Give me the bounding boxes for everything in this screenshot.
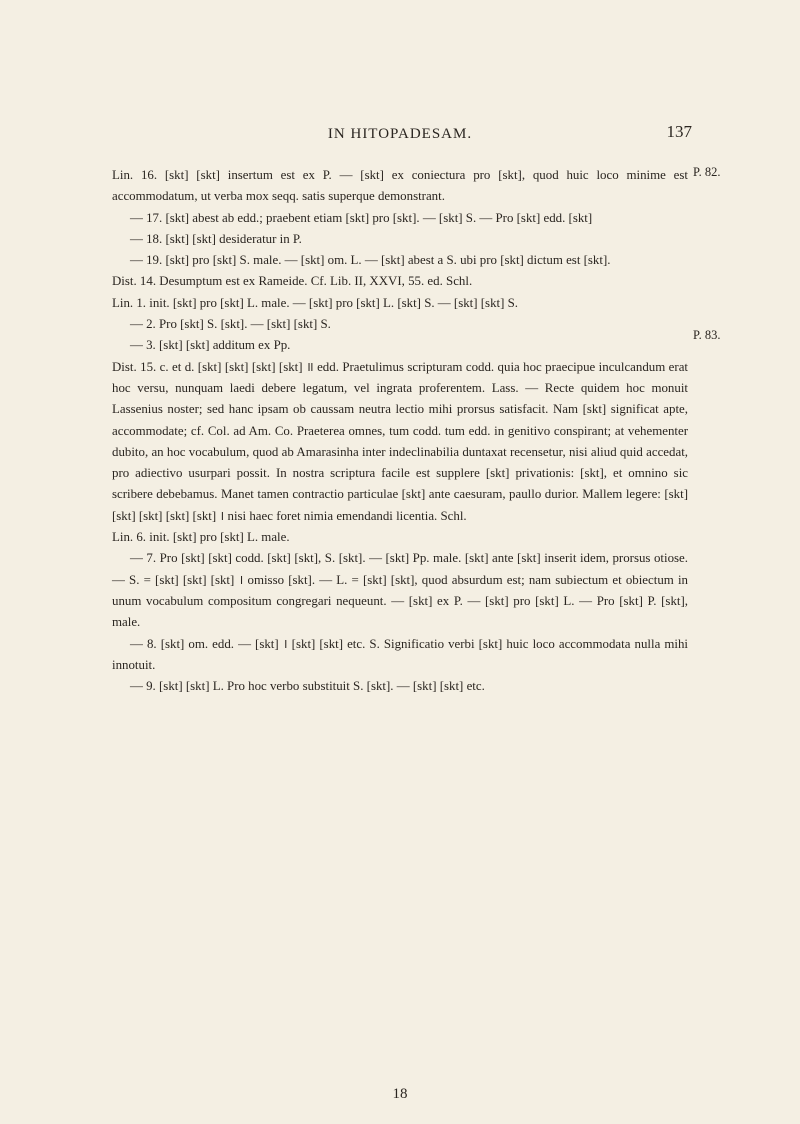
page-header: [120, 122, 692, 146]
signature-mark: 18: [392, 1086, 408, 1102]
paragraph: — 3. [skt] [skt] additum ex Pp.: [130, 338, 291, 353]
paragraph: — 9. [skt] [skt] L. Pro hoc verbo substituit S. [skt]. — [skt] [skt] etc.: [130, 679, 485, 694]
paragraph: — 19. [skt] pro [skt] S. male. — [skt] om. L. — [skt] abest a S. ubi pro [skt] dictum est [skt].: [130, 253, 611, 268]
paragraph: Lin. 1. init. [skt] pro [skt] L. male. — [skt] pro [skt] L. [skt] S. — [skt] [skt] S.: [112, 295, 519, 310]
paragraph: — 8. [skt] om. edd. — [skt] । [skt] [skt] etc. S. Significatio verbi [skt] huic loco accommodata nulla mihi innotuit.: [112, 636, 688, 672]
paragraph: Dist. 14. Desumptum est ex Rameide. Cf. Lib. II, XXVI, 55. ed. Schl.: [112, 274, 473, 289]
page-number: 137: [666, 122, 692, 141]
paragraph: Lin. 16. [skt] [skt] insertum est ex P. — [skt] ex coniectura pro [skt], quod huic loco minime est accommodatum, ut verba mox seqq. satis superque demonstrant.: [112, 168, 688, 204]
paragraph: — 18. [skt] [skt] desideratur in P.: [130, 231, 302, 246]
running-title: IN HITOPADESAM.: [327, 126, 473, 142]
paragraph: — 7. Pro [skt] [skt] codd. [skt] [skt], S. [skt]. — [skt] Pp. male. [skt] ante [skt] inserit idem, prorsus otiose. — S. = [skt] [skt] [skt] । omisso [skt]. — L. = [skt] [skt], quod absurdum est; nam subiectum et obiectum in unum vocabulum compositum congregari nequeunt. — [skt] ex P. — [skt] pro [skt] L. — Pro [skt] P. [skt], male.: [112, 551, 688, 630]
paragraph: — 17. [skt] abest ab edd.; praebent etiam [skt] pro [skt]. — [skt] S. — Pro [skt] edd. [skt]: [130, 210, 593, 225]
margin-ref: P. 82.: [693, 165, 721, 179]
commentary-body: [112, 165, 688, 697]
margin-ref: P. 83.: [693, 328, 721, 342]
paragraph: Dist. 15. c. et d. [skt] [skt] [skt] [skt] ॥ edd. Praetulimus scripturam codd. quia hoc praecipue inculcandum erat hoc versu, nunquam laedi debere legatum, vel ingrata proferentem. Lass. — Recte quidem hoc monuit Lassenius noster; sed hanc ipsam ob caussam neutra lectio mihi prorsus satisfacit. Nam [skt] significat apte, accommodate; cf. Col. ad Am. Co. Praeterea omnes, tum codd. tum edd. in genitivo conspirant; at vehementer dubito, an hoc vocabulum, quod ab Amarasinha inter indeclinabilia duntaxat recensetur, nisi aliud quid accedat, pro adiectivo usurpari possit. In nostra scriptura facile est supplere [skt] privationis: [skt], et omnino sic scribere debebamus. Manet tamen contractio particulae [skt] ante caesuram, paullo durior. Mallem legere: [skt] [skt] [skt] [skt] [skt] । nisi haec foret nimia emendandi licentia. Schl.: [112, 359, 688, 523]
paragraph: — 2. Pro [skt] S. [skt]. — [skt] [skt] S.: [130, 317, 331, 332]
paragraph: Lin. 6. init. [skt] pro [skt] L. male.: [112, 530, 290, 545]
